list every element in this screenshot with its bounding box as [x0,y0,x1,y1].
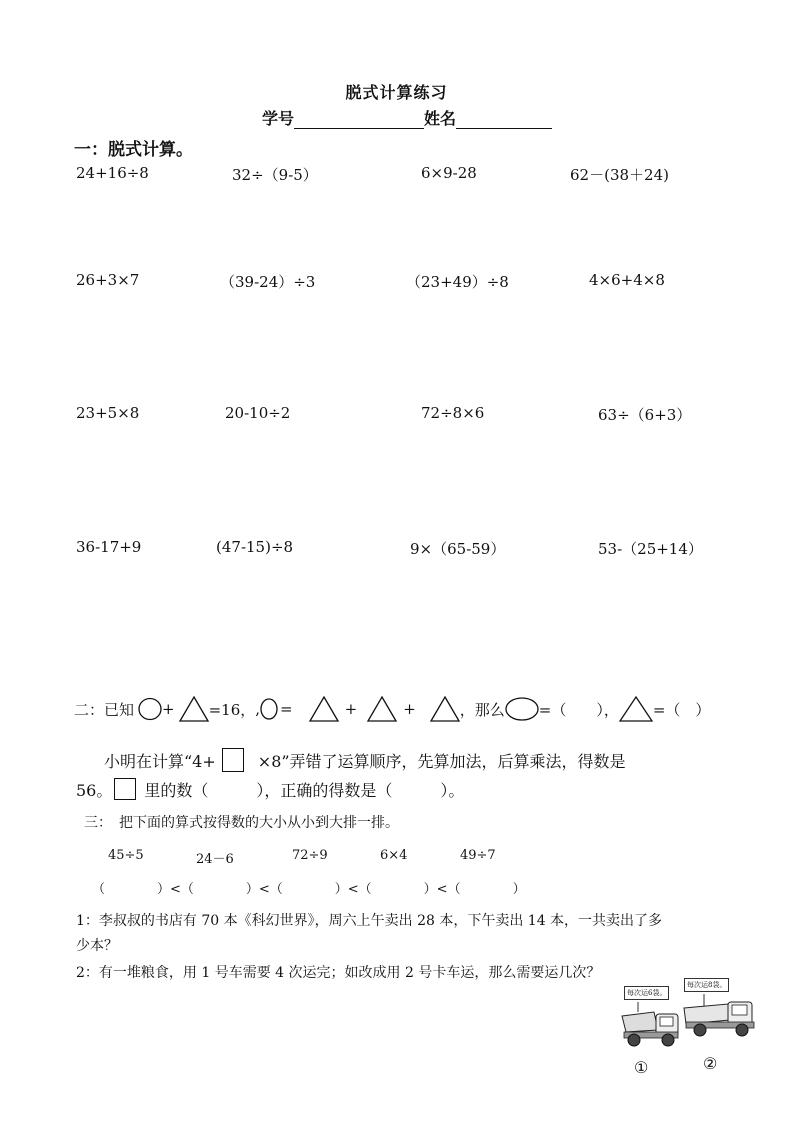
sort-item: 49÷7 [460,848,496,863]
name-blank[interactable] [456,112,552,129]
truck-2 [682,978,760,1038]
triangle-icon [309,696,339,722]
eq16: =16， [208,700,256,719]
section3-heading: 三： 把下面的算式按得数的大小从小到大排一排。 [84,815,399,831]
dump-truck-icon [618,1002,684,1048]
word-problem-2: 2：有一堆粮食，用 1 号车需要 4 次运完；如改成用 2 号卡车运，那么需要运几次？ [76,965,601,981]
expr-r1c2: 32÷（9-5） [232,166,318,184]
blank-box[interactable] [114,778,136,800]
truck-2-sign: 每次运8袋。 [684,978,729,992]
page-title: 脱式计算练习 [345,83,448,102]
answer-paren-1[interactable]: =（ ）， [538,700,619,719]
order-line[interactable]: （ ）<（ ）<（ ）<（ ）<（ ） [92,882,526,897]
triangle-icon [179,696,209,722]
truck-1-sign: 每次运6袋。 [624,986,669,1000]
comma: , [255,700,261,718]
xiaoming-text-a: 小明在计算“4+ [104,751,216,771]
word-problem-1-line-1: 1：李叔叔的书店有 70 本《科幻世界》，周六上午卖出 28 本，下午卖出 14 本，一共卖出了多 [76,913,663,929]
xiaoming-line-1 [104,746,626,774]
section2-shapes-line [74,694,710,724]
sort-item: 45÷5 [108,848,144,863]
sort-item: 72÷9 [292,848,328,863]
plus-sign: + [403,700,416,718]
expr-r1c4: 62－(38＋24) [570,166,669,184]
name-label: 姓名 [424,109,457,128]
blank-box[interactable] [222,748,244,772]
section1-heading: 一：脱式计算。 [74,140,193,160]
expr-r2c2: （39-24）÷3 [220,273,316,291]
xiaoming-text-b: ×8”弄错了运算顺序，先算加法，后算乘法，得数是 [257,751,626,771]
section2-prefix: 二：已知 [74,700,135,719]
truck-2-label: ② [703,1054,718,1073]
circle-icon [138,697,162,721]
triangle-icon [430,696,460,722]
student-no-label: 学号 [262,109,295,128]
expr-r4c2: (47-15)÷8 [216,538,294,556]
sort-item: 24－6 [196,852,234,867]
xiaoming-text-d: 里的数（ ），正确的得数是（ ）。 [144,780,465,800]
id-line [262,106,552,129]
then-label: ，那么 [459,700,505,719]
oval-icon [505,697,539,721]
expr-r1c1: 24+16÷8 [76,164,149,182]
cargo-truck-icon [682,994,760,1038]
equals-sign: = [280,700,293,718]
expr-r4c3: 9×（65-59） [410,540,506,558]
triangle-icon [367,696,397,722]
xiaoming-line-2 [76,776,464,802]
circle-icon [260,698,278,720]
expr-r3c4: 63÷（6+3） [598,406,692,424]
expr-r2c3: （23+49）÷8 [406,273,509,291]
expr-r4c1: 36-17+9 [76,538,142,556]
expr-r4c4: 53-（25+14） [598,540,703,558]
expr-r3c3: 72÷8×6 [421,404,485,422]
plus-sign: + [162,700,175,718]
word-problem-1-line-2: 少本？ [76,938,118,954]
truck-1 [618,986,684,1048]
expr-r3c2: 20-10÷2 [225,404,291,422]
truck-1-label: ① [634,1058,649,1077]
expr-r2c1: 26+3×7 [76,271,140,289]
answer-paren-2[interactable]: =（ ） [652,700,711,719]
expr-r1c3: 6×9-28 [421,164,477,182]
expr-r2c4: 4×6+4×8 [589,271,665,289]
student-no-blank[interactable] [294,112,424,129]
sort-item: 6×4 [380,848,408,863]
expr-r3c1: 23+5×8 [76,404,140,422]
plus-sign: + [344,700,358,718]
triangle-icon [619,696,653,722]
xiaoming-text-c: 56。 [76,780,113,800]
